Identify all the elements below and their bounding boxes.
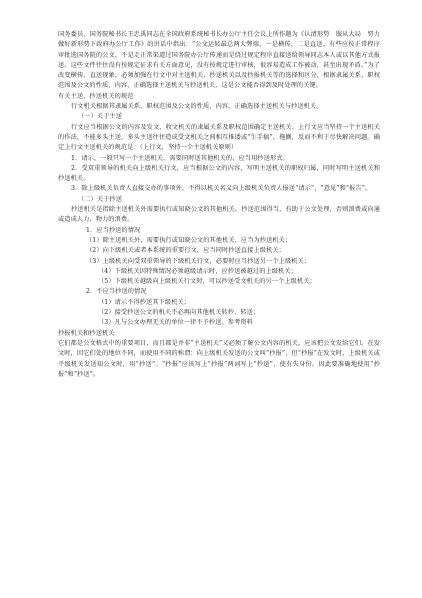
- list-item-no-cc-3: （3）凡与公文办理无关的单位一律不予抄送。参考资料: [98, 319, 253, 327]
- subheading-should-cc: 1．应当抄送的情况: [86, 226, 141, 234]
- paragraph-cc: 抄送机关是指除主送机关外需要执行或知晓公文的其他机关。抄送范围得当，有助于公文处理，否则浪费或向通或造成人力、物力的浪费。: [58, 206, 380, 224]
- list-item-1: 1．请示，一般只写一个主送机关，需要同时送其他机关的，应当用抄送形式。: [71, 154, 289, 162]
- list-item-cc-3: （3）上级机关向受双重领导的下级机关行文，必要时应当抄送另一个上级机关；: [86, 257, 311, 265]
- list-item-cc-2: （2）向下级机关或者本系统的重要行文，应当同时抄送直接上级机关；: [86, 247, 285, 255]
- list-item-2: 2．受双重领导的机关向上级机关行文，应当根据公文的内容，写明主送机关的职权归属，同时写明主送机关和抄送机关。: [58, 164, 380, 183]
- section-heading-report-cc: 抄报机关和抄送机关: [58, 329, 115, 337]
- list-item-cc-4: （4）下级机关因特殊情况必须越级请示时，应抄送被越过的上级机关；: [98, 267, 297, 275]
- list-item-cc-5: （5）下级机关越级向上级机关行文时，可以抄送受文机关的另一个上级机关；: [98, 278, 316, 286]
- list-item-no-cc-2: （2）接受抄送公文的机关不必再向其他机关转抄、转送；: [98, 309, 260, 317]
- paragraph-main-recipient: 行文应当根据公文的内容及发文、收文机关的隶属关系及职权范围确定主送机关。上行文应当坚持一个主送机关的作法，不能多头主送。多头主送往往造成受文机关之间相互推诿或“生手搞”，拖搁，反而不利于尽快解决问题。确定上行文主送机关的规范是：（上行文，坚持一个主送机关原则）: [58, 123, 380, 152]
- section-heading-main-recipient: （一）关于主送: [78, 113, 123, 121]
- list-item-3: 3．除上级机关负责人直接交办的事项外，不得以机关名义向上级机关负责人报送“请示”、“意见”和“报告”。: [71, 185, 372, 193]
- list-item-cc-1: （1）除主送机关外，需要执行或知晓公文的其他机关，应当为抄送机关；: [86, 236, 292, 244]
- paragraph-overview: 行文机关根据其隶属关系、职权范围及公文的性质、内容，正确选择主送机关与抄送机关。: [71, 103, 323, 111]
- section-heading-cc: （二）关于抄送: [78, 195, 123, 203]
- list-item-no-cc-1: （1）请示不得抄送其下级机关；: [98, 298, 191, 306]
- paragraph-report-cc: 它们都是公文格式中的重要项目，而且都是并非“主送机关”又必须了解公文内容的机关，应该把公文发给它们。在发文时，因它们处的地位不同，而使用不同的称谓：向上级机关发送的公文叫“抄报”，但“抄报”在发文时，上级机关或平级机关发送知公文时，用“抄送”。“抄报”应该写上“抄报”两词写上“抄送”，使有失身份。因此要准确地使用“抄报”和“抄送”。: [58, 339, 380, 378]
- document-page: [58, 30, 380, 380]
- subheading-should-not-cc: 2．不应当抄送的情况: [86, 288, 147, 296]
- section-heading-norms: 有关主送、抄送机关的规范: [58, 92, 134, 100]
- paragraph-intro: 国务委员、国务院秘书长王忠禹同志在全国政府系统秘书长办公厅主任会议上所作题为《认清形势 服从大局 努力做好新形势下政府办公厅工作》的讲话中指出：“公文运转最总两大弊端，一是横传，二是直送。有些应按正常程序审批选国务院的公文，不是走正常渠道过国务院办公厅传递而是绕过规定程序直接送给领导同志本人或以其他方式报送。这些文件往往没有按规定征求有关方面意见，没有按规定进行审核，很容易造成工作被动，甚至出现矛盾。”为了改变横传、直送现象，必须加强在行文中对主送机关、抄送机关以及抄报机关等的选择和区分，根据隶属关系、职权范围及公文的性质、内容，正确选择主送机关与抄送机关，这是公文能否得到及时处理的关键。: [58, 31, 380, 90]
